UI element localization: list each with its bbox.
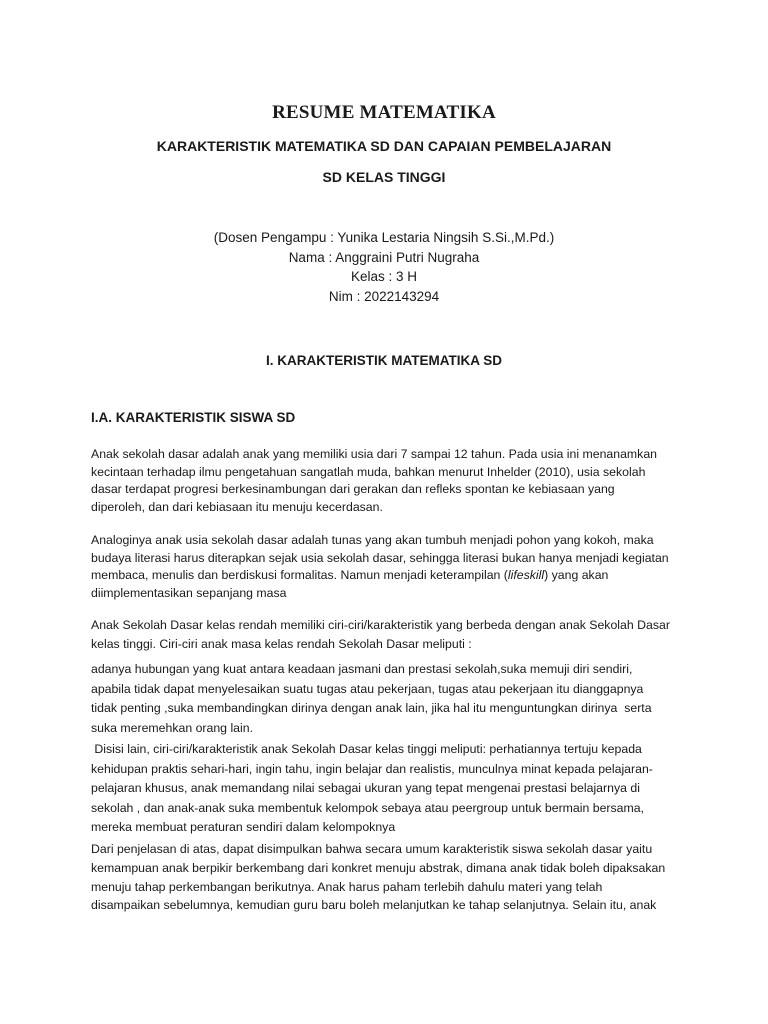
paragraph-line: Disisi lain, ciri-ciri/karakteristik anak Sekolah Dasar kelas tinggi meliputi: perhatiannya tertuju kepada xyxy=(91,742,642,756)
student-name-line: Nama : Anggraini Putri Nugraha xyxy=(288,249,480,265)
student-id-line: Nim : 2022143294 xyxy=(328,288,440,304)
paragraph-line: budaya literasi harus diterapkan sejak usia sekolah dasar, sehingga literasi bukan hanya menjadi kegiatan xyxy=(91,550,669,565)
paragraph-2 xyxy=(91,532,691,602)
paragraph-line: diperoleh, dan dari kebiasaan itu menuju kecerdasan. xyxy=(91,499,383,514)
paragraph-line: tidak penting ,suka membandingkan dirinya dengan anak lain, jika hal itu menguntungkan dirinya serta xyxy=(91,701,652,715)
paragraph-line: adanya hubungan yang kuat antara keadaan jasmani dan prestasi sekolah,suka memuji diri sendiri, xyxy=(91,662,633,676)
paragraph-line xyxy=(91,567,691,585)
paragraph-line: Anak sekolah dasar adalah anak yang memiliki usia dari 7 sampai 12 tahun. Pada usia ini menanamkan xyxy=(91,447,657,461)
author-info-block xyxy=(0,228,768,306)
paragraph-line: kemampuan anak berpikir berkembang dari konkret menuju abstrak, dimana anak tidak boleh dipaksakan xyxy=(91,860,666,875)
document-title: RESUME MATEMATIKA xyxy=(272,102,496,123)
paragraph-6 xyxy=(91,840,691,915)
paragraph-line: mereka membuat peraturan sendiri dalam kelompoknya xyxy=(91,820,396,834)
paragraph-line: Anak Sekolah Dasar kelas rendah memiliki ciri-ciri/karakteristik yang berbeda dengan anak Sekolah Dasar xyxy=(91,618,670,632)
paragraph-line: kecintaan terhadap ilmu pengetahuan sangatlah muda, bahkan menurut Inhelder (2010), usia sekolah xyxy=(91,464,646,479)
paragraph-line: Dari penjelasan di atas, dapat disimpulkan bahwa secara umum karakteristik siswa sekolah dasar yaitu xyxy=(91,842,653,856)
paragraph-1 xyxy=(91,446,691,516)
paragraph-5 xyxy=(91,740,691,838)
paragraph-line: pelajaran khusus, anak memandang nilai sebagai ukuran yang tepat mengenai prestasi belajarnya di xyxy=(91,781,640,795)
paragraph-text: ) yang akan xyxy=(544,568,609,582)
class-line: Kelas : 3 H xyxy=(350,269,418,284)
paragraph-line: kehidupan praktis sehari-hari, ingin tahu, ingin belajar dan realistis, munculnya minat kepada pelajaran- xyxy=(91,761,653,776)
italic-term: lifeskill xyxy=(507,568,545,582)
subsection-heading: I.A. KARAKTERISTIK SISWA SD xyxy=(91,410,296,425)
paragraph-line: Analoginya anak usia sekolah dasar adalah tunas yang akan tumbuh menjadi pohon yang kokoh, maka xyxy=(91,533,654,547)
lecturer-line: (Dosen Pengampu : Yunika Lestaria Ningsih S.Si.,M.Pd.) xyxy=(213,230,555,245)
paragraph-text: membaca, menulis dan berdiskusi formalitas. Namun menjadi keterampilan ( xyxy=(91,568,508,582)
paragraph-3 xyxy=(91,616,691,653)
paragraph-line: sekolah , dan anak-anak suka membentuk kelompok sebaya atau peergroup untuk bermain bersama, xyxy=(91,800,645,815)
section-heading: I. KARAKTERISTIK MATEMATIKA SD xyxy=(266,353,502,368)
document-subtitle-line-1: KARAKTERISTIK MATEMATIKA SD DAN CAPAIAN PEMBELAJARAN xyxy=(156,138,612,154)
paragraph-line: disampaikan sebelumnya, kemudian guru baru boleh melanjutkan ke tahap selanjutnya. Selain itu, anak xyxy=(91,898,657,913)
paragraph-line: menuju tahap perkembangan berikutnya. Anak harus paham terlebih dahulu materi yang telah xyxy=(91,879,603,894)
paragraph-line: dasar terdapat progresi berkesinambungan dari gerakan dan refleks spontan ke kebiasaan yang xyxy=(91,482,615,496)
paragraph-line: kelas tinggi. Ciri-ciri anak masa kelas rendah Sekolah Dasar meliputi : xyxy=(91,636,472,651)
paragraph-line: diimplementasikan sepanjang masa xyxy=(91,585,287,600)
paragraph-line: apabila tidak dapat menyelesaikan suatu tugas atau pekerjaan, tugas atau pekerjaan itu dianggapnya xyxy=(91,681,644,696)
paragraph-line: suka meremehkan orang lain. xyxy=(91,720,253,735)
document-subtitle-line-2: SD KELAS TINGGI xyxy=(322,169,446,185)
paragraph-4 xyxy=(91,660,691,738)
